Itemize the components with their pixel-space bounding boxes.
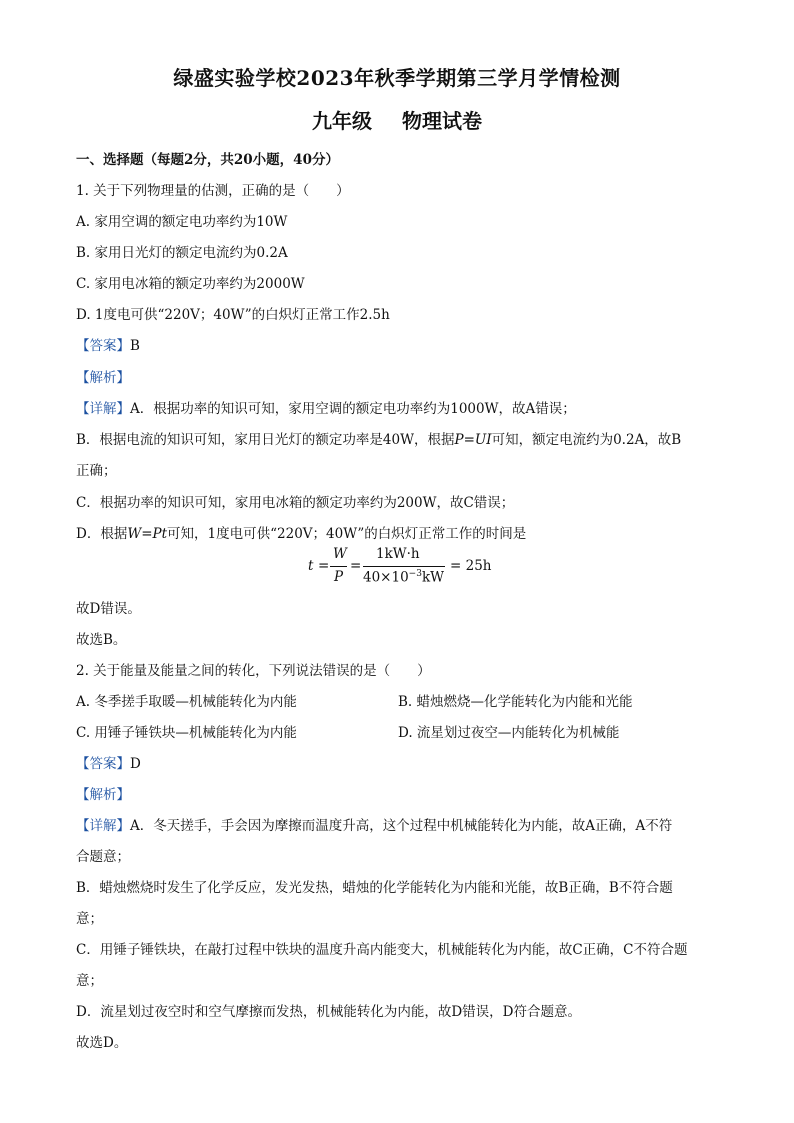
formula-den2: $40\times 10^{-3}kW$ [363,569,445,586]
q2-stem: 2. 关于能量及能量之间的转化，下列说法错误的是（ ） [76,663,431,679]
formula-lhs: t [308,558,314,574]
fraction-bar [363,566,445,567]
q2-answer [76,752,141,772]
formula-num1: W [333,546,347,562]
q2-option-c: C. 用锤子锤铁块—机械能转化为内能 [76,725,297,741]
q1-conclusion: 故D错误。 [76,601,141,617]
q1-detail-c: C．根据功率的知识可知，家用电冰箱的额定功率约为200W，故C错误； [76,495,515,511]
q2-detail-a-cont: 合题意； [76,849,130,865]
formula-inline: P=UI [454,432,492,448]
answer-tag: 【答案】 [76,338,130,354]
q2-choice: 故选D。 [76,1035,128,1051]
q2-detail-a: 【详解】A．冬天搓手，手会因为摩擦而温度升高，这个过程中机械能转化为内能，故A正确，A不符 [76,818,673,834]
formula-inline: W=Pt [127,526,168,542]
exam-subtitle [0,105,794,134]
q1-option-d: D. 1度电可供“220V；40W”的白炽灯正常工作2.5h [76,307,390,323]
q1-option-a: A. 家用空调的额定电功率约为10W [76,214,288,230]
q2-detail-c: C．用锤子锤铁块，在敲打过程中铁块的温度升高内能变大，机械能转化为内能，故C正确，C不符合题 [76,942,688,958]
q1-choice: 故选B。 [76,632,127,648]
q1-detail-a: 【详解】A．根据功率的知识可知，家用空调的额定电功率约为1000W，故A错误； [76,401,576,417]
time-formula: t = W P = 1kW·h $40\times 10^{-3}kW$ = 25h [308,546,492,586]
q2-detail-c-cont: 意； [76,973,103,989]
q1-stem: 1. 关于下列物理量的估测，正确的是（ ） [76,183,350,199]
q1-detail-b-cont: 正确； [76,463,117,479]
answer-value: D [130,756,141,772]
q2-detail-b-cont: 意； [76,911,103,927]
q1-option-c: C. 家用电冰箱的额定功率约为2000W [76,276,305,292]
formula-result: = 25h [450,558,492,574]
answer-tag: 【答案】 [76,756,130,772]
detail-tag: 【详解】 [76,818,130,834]
q2-option-a: A. 冬季搓手取暖—机械能转化为内能 [76,694,297,710]
q2-detail-d: D．流星划过夜空时和空气摩擦而发热，机械能转化为内能，故D错误，D符合题意。 [76,1004,581,1020]
q2-option-d: D. 流星划过夜空—内能转化为机械能 [398,725,620,741]
section-heading: 一、选择题（每题2分，共20小题，40分） [76,152,339,168]
q2-option-b: B. 蜡烛燃烧—化学能转化为内能和光能 [398,694,633,710]
formula-den1: P [334,569,344,585]
answer-value: B [130,338,140,354]
q2-analysis-tag: 【解析】 [76,787,130,803]
q1-detail-d: D．根据W=Pt可知，1度电可供“220V；40W”的白炽灯正常工作的时间是 [76,526,527,542]
q1-analysis-tag: 【解析】 [76,370,130,386]
exam-title: 绿盛实验学校2023年秋季学期第三学月学情检测 [173,66,621,90]
subject-label: 物理试卷 [402,109,482,133]
fraction-bar [330,566,347,567]
q1-option-b: B. 家用日光灯的额定电流约为0.2A [76,245,288,261]
detail-tag: 【详解】 [76,401,130,417]
q2-detail-b: B．蜡烛燃烧时发生了化学反应，发光发热，蜡烛的化学能转化为内能和光能，故B正确，B不符合题 [76,880,673,896]
grade-label: 九年级 [312,109,372,133]
formula-num2: 1kW·h [376,546,420,562]
q1-detail-b: B．根据电流的知识可知，家用日光灯的额定功率是40W，根据P=UI可知，额定电流约为0.2A，故B [76,432,682,448]
q1-answer [76,334,140,354]
